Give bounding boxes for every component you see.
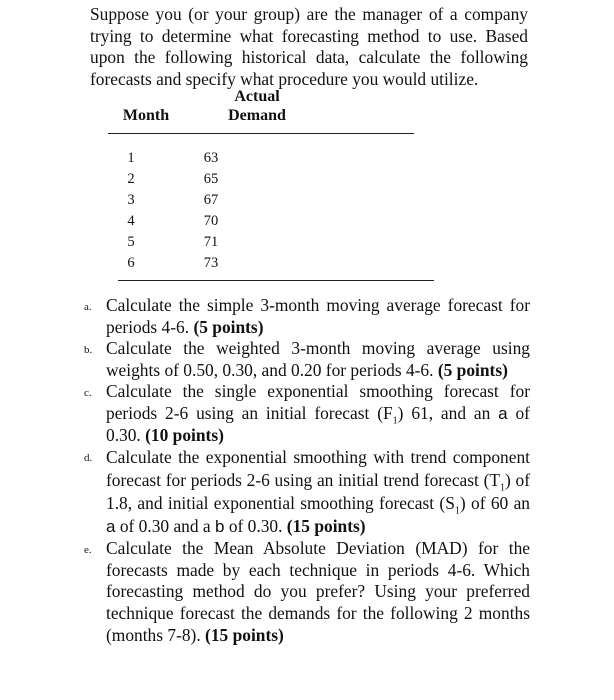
- question-text: Calculate the weighted 3-month moving average using weights of 0.50, 0.30, and 0.20 for periods 4-6. (5 points): [106, 338, 530, 380]
- table-cell-demand: 70: [203, 213, 219, 229]
- table-cell-month: 2: [127, 171, 135, 187]
- table-cell-demand: 65: [203, 171, 219, 187]
- table-cell-month: 5: [127, 234, 135, 250]
- table-bottom-rule: [118, 280, 434, 281]
- table-cell-demand: 67: [203, 192, 219, 208]
- question-a: [84, 295, 530, 338]
- table-cell-demand: 73: [203, 255, 219, 271]
- question-letter: e.: [84, 544, 92, 557]
- question-letter: b.: [84, 344, 93, 357]
- question-text: Calculate the simple 3-month moving average forecast for periods 4-6. (5 points): [106, 295, 530, 337]
- table-cell-demand: 71: [203, 234, 219, 250]
- table-cell-demand: 63: [203, 150, 219, 166]
- question-text: Calculate the Mean Absolute Deviation (MAD) for the forecasts made by each technique in periods 4-6. Which forecasting method do you prefer? Using your preferred technique forecast the demands for the following 2 months (months 7-8). (15 points): [106, 538, 530, 645]
- question-list: [84, 295, 530, 646]
- header-actual: Actual: [234, 88, 280, 105]
- table-cell-month: 3: [127, 192, 135, 208]
- intro-paragraph: Suppose you (or your group) are the manager of a company trying to determine what forecasting method to use. Based upon the following historical data, calculate the following forecasts and specify what procedure you would utilize.: [90, 4, 528, 89]
- month-column: [118, 148, 144, 274]
- points-label: (5 points): [437, 359, 508, 380]
- points-label: (15 points): [286, 516, 366, 537]
- question-text: Calculate the exponential smoothing with trend component forecast for periods 2-6 using an initial trend forecast $(T_1)$ of 1.8, and initial exponential smoothing forecast $(S_1)$ of 60 an a of 0.30 and a b of 0.30. (15 points): [106, 447, 530, 537]
- question-c: [84, 381, 530, 446]
- question-e: [84, 538, 530, 646]
- question-b: [84, 338, 530, 381]
- question-letter: c.: [84, 387, 92, 400]
- beta-symbol: b: [214, 517, 225, 537]
- header-demand: Demand: [228, 107, 286, 124]
- question-letter: d.: [84, 452, 93, 465]
- alpha-symbol: a: [106, 517, 116, 537]
- points-label: (5 points): [193, 316, 264, 337]
- points-label: (10 points): [145, 424, 224, 445]
- table-cell-month: 4: [127, 213, 135, 229]
- table-top-rule: [108, 133, 414, 134]
- question-d: [84, 446, 530, 538]
- question-text: Calculate the single exponential smoothing forecast for periods 2-6 using an initial forecast $(F_1)$ 61, and an a of 0.30. (10 points): [106, 381, 530, 445]
- points-label: (15 points): [205, 624, 284, 645]
- header-month: Month: [122, 107, 170, 124]
- question-letter: a.: [84, 301, 92, 313]
- table-cell-month: 1: [127, 150, 135, 166]
- table-cell-month: 6: [127, 255, 135, 271]
- alpha-symbol: a: [498, 403, 508, 423]
- demand-column: [196, 148, 226, 274]
